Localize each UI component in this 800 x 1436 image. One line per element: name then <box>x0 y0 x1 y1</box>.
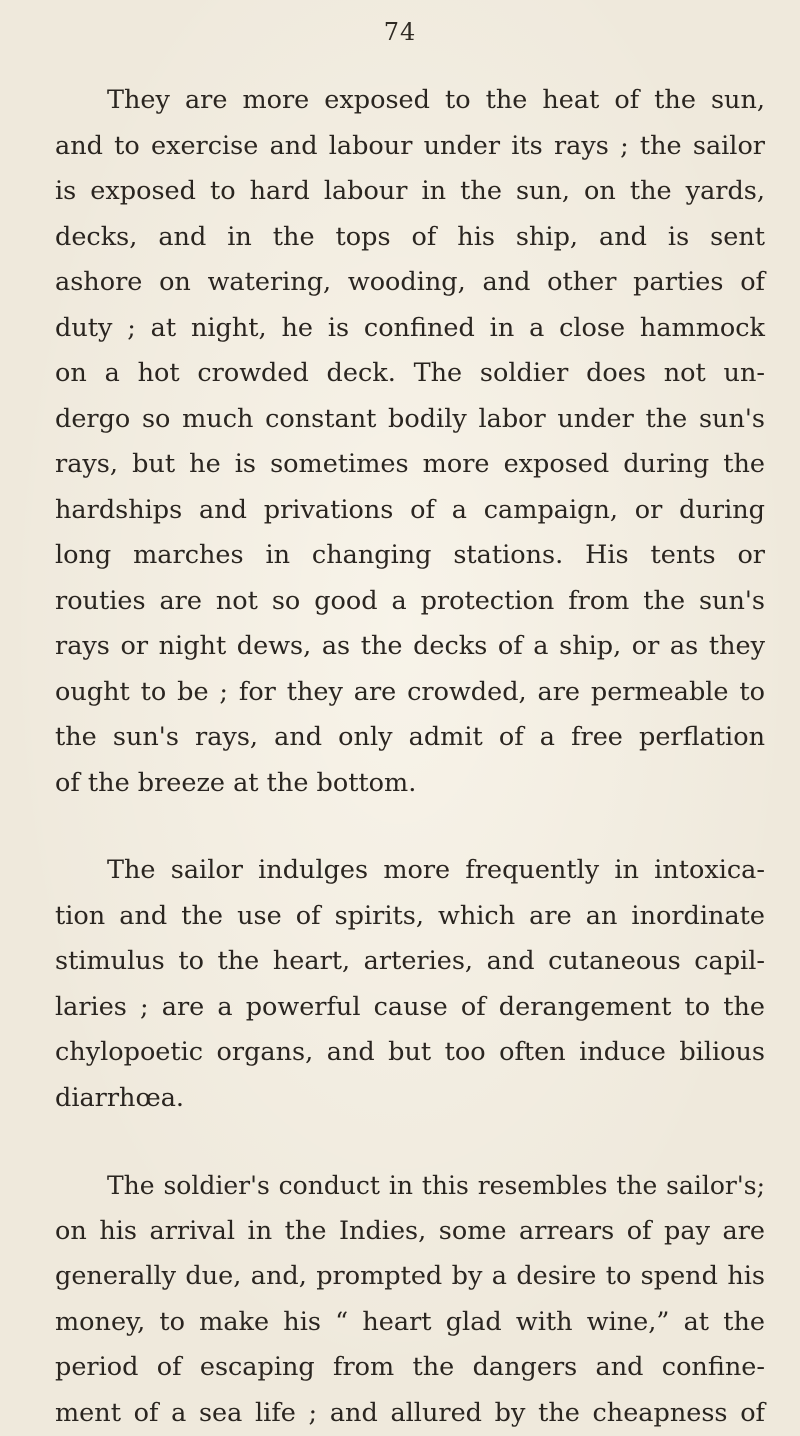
text-line: diarrhœa. <box>55 1076 765 1122</box>
text-line: of the breeze at the bottom. <box>55 761 765 807</box>
text-line: The sailor indulges more frequently in intoxica- <box>55 848 765 894</box>
text-line: money, to make his “ heart glad with wine,” at the <box>55 1300 765 1346</box>
text-line: rays or night dews, as the decks of a ship, or as they <box>55 624 765 670</box>
body-text <box>55 78 765 1436</box>
text-line: rays, but he is sometimes more exposed during the <box>55 442 765 488</box>
text-line: on his arrival in the Indies, some arrears of pay are <box>55 1209 765 1255</box>
text-line: is exposed to hard labour in the sun, on the yards, <box>55 169 765 215</box>
text-line: The soldier's conduct in this resembles the sailor's; <box>55 1163 765 1209</box>
paragraph-2 <box>55 848 765 1121</box>
text-line: hardships and privations of a campaign, or during <box>55 488 765 534</box>
text-line: stimulus to the heart, arteries, and cutaneous capil- <box>55 939 765 985</box>
text-line: ought to be ; for they are crowded, are permeable to <box>55 670 765 716</box>
text-line: long marches in changing stations. His tents or <box>55 533 765 579</box>
page-number: 74 <box>0 18 800 46</box>
text-line: ment of a sea life ; and allured by the cheapness of <box>55 1391 765 1436</box>
text-line: generally due, and, prompted by a desire to spend his <box>55 1254 765 1300</box>
text-line: dergo so much constant bodily labor under the sun's <box>55 397 765 443</box>
text-line: laries ; are a powerful cause of derangement to the <box>55 985 765 1031</box>
text-line: on a hot crowded deck. The soldier does not un- <box>55 351 765 397</box>
text-line: tion and the use of spirits, which are an inordinate <box>55 894 765 940</box>
text-line: chylopoetic organs, and but too often induce bilious <box>55 1030 765 1076</box>
text-line: and to exercise and labour under its rays ; the sailor <box>55 124 765 170</box>
text-line: They are more exposed to the heat of the sun, <box>55 78 765 124</box>
text-line: decks, and in the tops of his ship, and is sent <box>55 215 765 261</box>
paragraph-1 <box>55 78 765 806</box>
text-line: the sun's rays, and only admit of a free perflation <box>55 715 765 761</box>
text-line: routies are not so good a protection from the sun's <box>55 579 765 625</box>
text-line: ashore on watering, wooding, and other parties of <box>55 260 765 306</box>
text-line: period of escaping from the dangers and confine- <box>55 1345 765 1391</box>
text-line: duty ; at night, he is confined in a close hammock <box>55 306 765 352</box>
paragraph-3 <box>55 1163 765 1436</box>
